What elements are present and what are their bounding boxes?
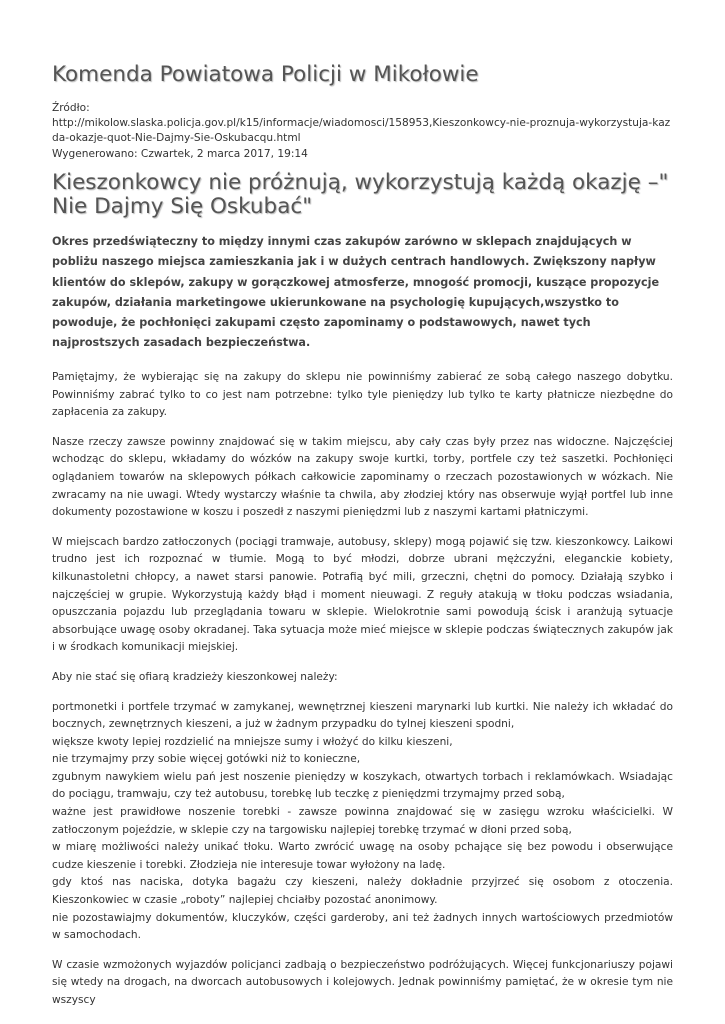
- tip-item: portmonetki i portfele trzymać w zamykanej, wewnętrznej kieszeni marynarki lub kurtki. Nie należy ich wkładać do bocznych, zewnętrznych kieszeni, a już w żadnym przypadku do tylnej kieszeni spodni,: [52, 700, 673, 731]
- tip-item: nie pozostawiajmy dokumentów, kluczyków, części garderoby, ani też żadnych innych wartościowych przedmiotów w samochodach.: [52, 911, 673, 942]
- source-url: http://mikolow.slaska.policja.gov.pl/k15/informacje/wiadomosci/158953,Kieszonkowcy-nie-proznuja-wykorzystuja-kazda-okazje-quot-Nie-Dajmy-Sie-Oskubacqu.html: [52, 117, 671, 145]
- tip-item: gdy ktoś nas naciska, dotyka bagażu czy kieszeni, należy dokładnie przyjrzeć się osobom z otoczenia. Kieszonkowiec w czasie „roboty” najlepiej chciałby pozostać anonimowy.: [52, 876, 673, 907]
- tip-item: nie trzymajmy przy sobie więcej gotówki niż to konieczne,: [52, 753, 361, 766]
- paragraph: W miejscach bardzo zatłoczonych (pociągi tramwaje, autobusy, sklepy) mogą pojawić się tzw. kieszonkowcy. Laikowi trudno jest ich rozpoznać w tłumie. Mogą to być młodzi, dobrze ubrani mężczyźni, eleganckie kobiety, kilkunastoletni chłopcy, a nawet starsi panowie. Potrafią być mili, grzeczni, chętni do pomocy. Działają szybko i najczęściej w grupie. Wykorzystują każdy błąd i moment nieuwagi. Z reguły atakują w tłoku podczas wsiadania, opuszczania pojazdu lub przeglądania towaru w sklepie. Wielokrotnie sami powodują ścisk i aranżują sytuacje absorbujące uwagę osoby okradanej. Taka sytuacja może mieć miejsce w sklepie podczas świątecznych zakupów jak i w środkach komunikacji miejskiej.: [52, 535, 673, 654]
- paragraph: Nasze rzeczy zawsze powinny znajdować się w takim miejscu, aby cały czas były przez nas widoczne. Najczęściej wchodząc do sklepu, wkładamy do wózków na zakupy swoje kurtki, torby, portfele czy też saszetki. Pochłonięci oglądaniem towarów na sklepowych półkach całkowicie zapominamy o rzeczach pozostawionych w wózkach. Nie zwracamy na nie uwagi. Wtedy wystarczy właśnie ta chwila, aby złodziej który nas obserwuje wyjął portfel lub inne dokumenty pozostawione w koszu i poszedł z naszymi pieniędzmi lub z naszymi kartami płatniczymi.: [52, 435, 673, 519]
- document-meta: [52, 101, 673, 162]
- closing-paragraph: W czasie wzmożonych wyjazdów policjanci zadbają o bezpieczeństwo podróżujących. Więcej funkcjonariuszy pojawi się wtedy na drogach, na dworcach autobusowych i kolejowych. Jednak powinniśmy pamiętać, że w okresie tym nie wszyscy: [52, 958, 673, 1006]
- article-body: [52, 369, 673, 1022]
- paragraph: Pamiętajmy, że wybierając się na zakupy do sklepu nie powinniśmy zabierać ze sobą całego naszego dobytku. Powinniśmy zabrać tylko to co jest nam potrzebne: tylko tyle pieniędzy lub tylko te karty płatnicze niezbędne do zapłacenia za zakupy.: [52, 371, 673, 419]
- article-title: Kieszonkowcy nie próżnują, wykorzystują każdą okazję –" Nie Dajmy Się Oskubać": [52, 170, 669, 219]
- paragraph: Aby nie stać się ofiarą kradzieży kieszonkowej należy:: [52, 670, 338, 683]
- tip-item: większe kwoty lepiej rozdzielić na mniejsze sumy i włożyć do kilku kieszeni,: [52, 735, 453, 748]
- tip-item: ważne jest prawidłowe noszenie torebki - zawsze powinna znajdować się w zasięgu wzroku właścicielki. W zatłoczonym pojeździe, w sklepie czy na targowisku najlepiej torebkę trzymać w dłoni przed sobą,: [52, 806, 673, 836]
- tip-item: w miarę możliwości należy unikać tłoku. Warto zwrócić uwagę na osoby pchające się bez powodu i obserwujące cudze kieszenie i torebki. Złodzieja nie interesuje towar wyłożony na ladę.: [52, 841, 673, 871]
- tips-list: [52, 699, 673, 945]
- article-lead: Okres przedświąteczny to między innymi czas zakupów zarówno w sklepach znajdujących w pobliżu naszego miejsca zamieszkania jak i w dużych centrach handlowych. Zwiększony napływ klientów do sklepów, zakupy w gorączkowej atmosferze, mnogość promocji, kuszące propozycje zakupów, działania marketingowe ukierunkowane na psychologię kupujących,wszystko to powoduje, że pochłonięci zakupami często zapominamy o podstawowych, nawet tych najprostszych zasadach bezpieczeństwa.: [52, 235, 660, 350]
- generated-date: Wygenerowano: Czwartek, 2 marca 2017, 19:14: [52, 147, 308, 160]
- source-label: Źródło:: [52, 102, 90, 114]
- tip-item: zgubnym nawykiem wielu pań jest noszenie pieniędzy w koszykach, otwartych torbach i reklamówkach. Wsiadając do pociągu, tramwaju, czy też autobusu, torebkę lub teczkę z pieniędzmi trzymajmy przed sobą,: [52, 770, 673, 801]
- site-title: Komenda Powiatowa Policji w Mikołowie: [52, 62, 479, 87]
